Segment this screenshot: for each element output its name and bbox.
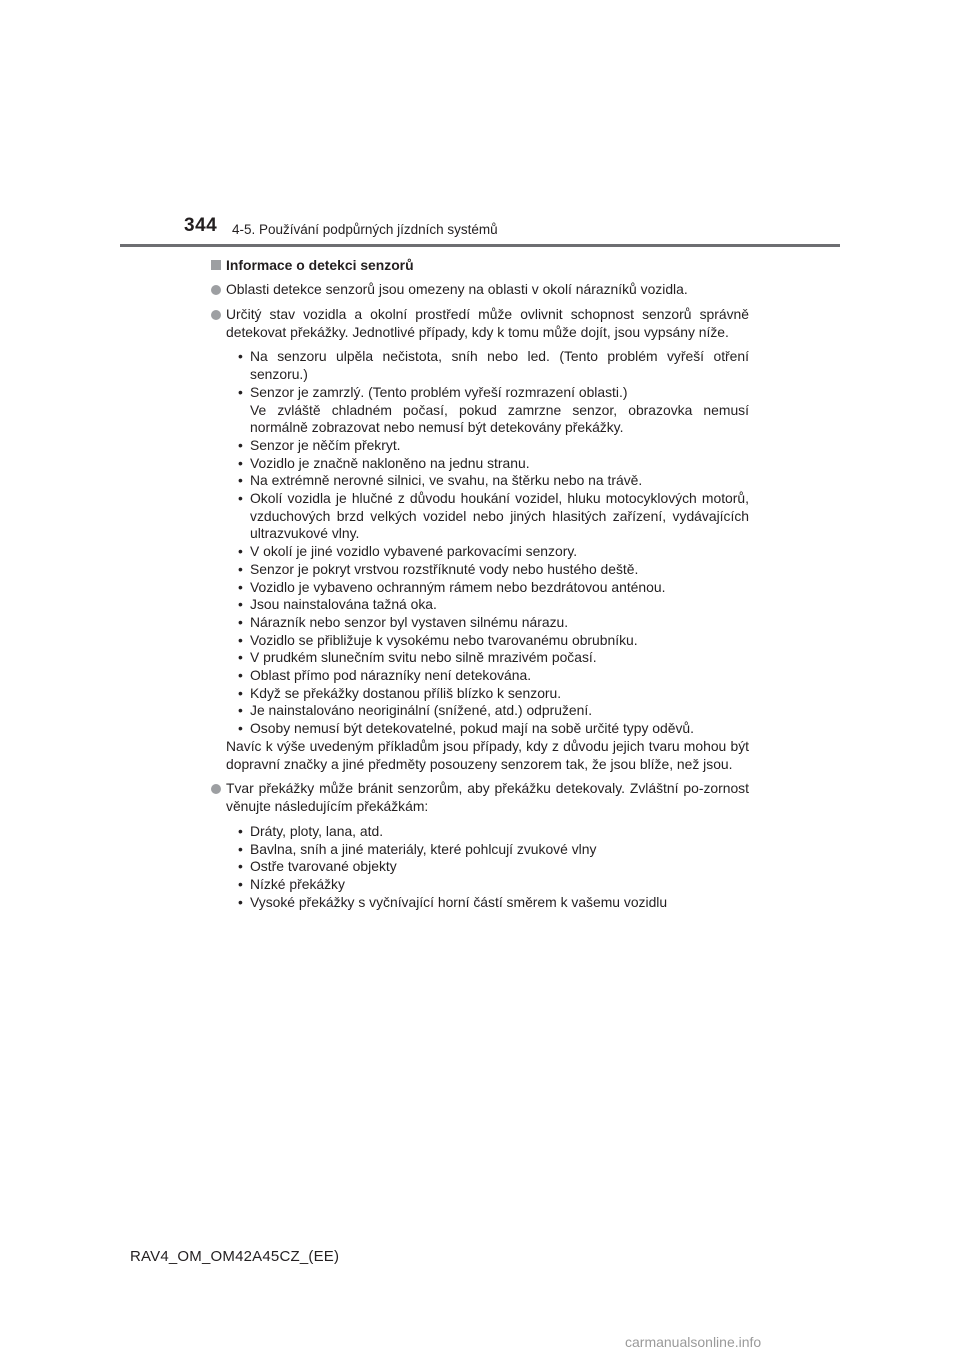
dot-bullet-icon: • [238,631,243,648]
dot-bullet-icon: • [238,454,243,471]
list-item: • Osoby nemusí být detekovatelné, pokud mají na sobě určité typy oděvů. [238,720,694,737]
header-divider [120,244,840,247]
dot-bullet-icon: • [238,578,243,595]
list-item: • Dráty, ploty, lana, atd. [238,823,384,840]
list-item: • Na extrémně nerovné silnici, ve svahu, na štěrku nebo na trávě. [238,472,643,489]
section-content [211,256,749,912]
bullet-point [211,306,749,342]
dot-bullet-icon: • [238,667,243,684]
dot-bullet-icon: • [238,543,243,560]
list-item: • Vysoké překážky s vyčnívající horní částí směrem k vašemu vozidlu [238,893,668,910]
note-paragraph: Navíc k výše uvedeným příkladům jsou případy, kdy z důvodu jejich tvaru mohou být dopravní značky a jiné předměty posouzeny senzorem tak, že jsou blíže, než jsou. [226,737,749,772]
list-item: • Nárazník nebo senzor byl vystaven silnému nárazu. [238,613,569,630]
list-item: • Vozidlo je vybaveno ochranným rámem nebo bezdrátovou anténou. [238,578,666,595]
list-item: • Na senzoru ulpěla nečistota, sníh nebo led. (Tento problém vyřeší otření senzoru.) [238,348,749,383]
list-item: • Nízké překážky [238,876,345,893]
condition-list [211,348,749,737]
bullet-point-text: Určitý stav vozidla a okolní prostředí může ovlivnit schopnost senzorů správně detekovat překážky. Jednotlivé případy, kdy k tomu může dojít, jsou vypsány níže. [226,305,749,340]
dot-bullet-icon: • [238,436,243,453]
page-number: 344 [184,215,218,236]
dot-bullet-icon: • [238,684,243,701]
bullet-point-text: Tvar překážky může bránit senzorům, aby překážku detekovaly. Zvláštní po-zornost věnujte následujícím překážkám: [226,780,749,815]
document-code: RAV4_OM_OM42A45CZ_(EE) [130,1248,340,1265]
list-item: • Senzor je něčím překryt. [238,436,401,453]
list-item: • V prudkém slunečním svitu nebo silně mrazivém počasí. [238,649,597,666]
list-item: • Je nainstalováno neoriginální (snížené, atd.) odpružení. [238,702,593,719]
bullet-point-text: Oblasti detekce senzorů jsou omezeny na oblasti v okolí nárazníků vozidla. [226,281,688,297]
list-item: • Vozidlo je značně nakloněno na jednu stranu. [238,454,530,471]
dot-bullet-icon: • [238,472,243,489]
square-bullet-icon [211,260,221,270]
bullet-point [211,780,749,816]
list-item: • Okolí vozidla je hlučné z důvodu houkání vozidel, hluku motocyklových motorů, vzduchových brzd velkých vozidel nebo jiných hlasitých zařízení, vydávajících ultrazvukové vlny. [238,490,749,542]
chapter-title: 4-5. Používání podpůrných jízdních systémů [232,222,498,237]
list-item: • Senzor je zamrzlý. (Tento problém vyřeší rozmrazení oblasti.) Ve zvláště chladném počasí, pokud zamrzne senzor, obrazovka nemusí normálně zobrazovat nebo nemusí být detekovány překážky. [238,383,749,436]
dot-bullet-icon: • [238,876,243,893]
dot-bullet-icon: • [238,858,243,875]
list-item: • Oblast přímo pod nárazníky není detekována. [238,667,532,684]
list-item: • Když se překážky dostanou příliš blízko k senzoru. [238,684,562,701]
obstacle-list [211,823,749,912]
list-item: • Vozidlo se přibližuje k vysokému nebo tvarovanému obrubníku. [238,631,638,648]
section-heading-text: Informace o detekci senzorů [226,257,414,273]
list-item: • Jsou nainstalována tažná oka. [238,596,437,613]
dot-bullet-icon: • [238,560,243,577]
bullet-point [211,281,749,299]
dot-bullet-icon: • [238,823,243,840]
dot-bullet-icon: • [238,720,243,737]
circle-bullet-icon [211,784,221,794]
dot-bullet-icon: • [238,702,243,719]
dot-bullet-icon: • [238,893,243,910]
dot-bullet-icon: • [238,840,243,857]
dot-bullet-icon: • [238,613,243,630]
dot-bullet-icon: • [238,596,243,613]
circle-bullet-icon [211,285,221,295]
list-item: • V okolí je jiné vozidlo vybavené parkovacími senzory. [238,543,578,560]
section-heading [211,256,749,274]
dot-bullet-icon: • [238,649,243,666]
list-item: • Bavlna, sníh a jiné materiály, které pohlcují zvukové vlny [238,840,597,857]
watermark: carmanualsonline.info [625,1334,762,1350]
circle-bullet-icon [211,310,221,320]
list-item: • Ostře tvarované objekty [238,858,397,875]
list-item: • Senzor je pokryt vrstvou rozstříknuté vody nebo hustého deště. [238,560,639,577]
dot-bullet-icon: • [238,383,243,400]
dot-bullet-icon: • [238,348,243,365]
dot-bullet-icon: • [238,490,243,507]
